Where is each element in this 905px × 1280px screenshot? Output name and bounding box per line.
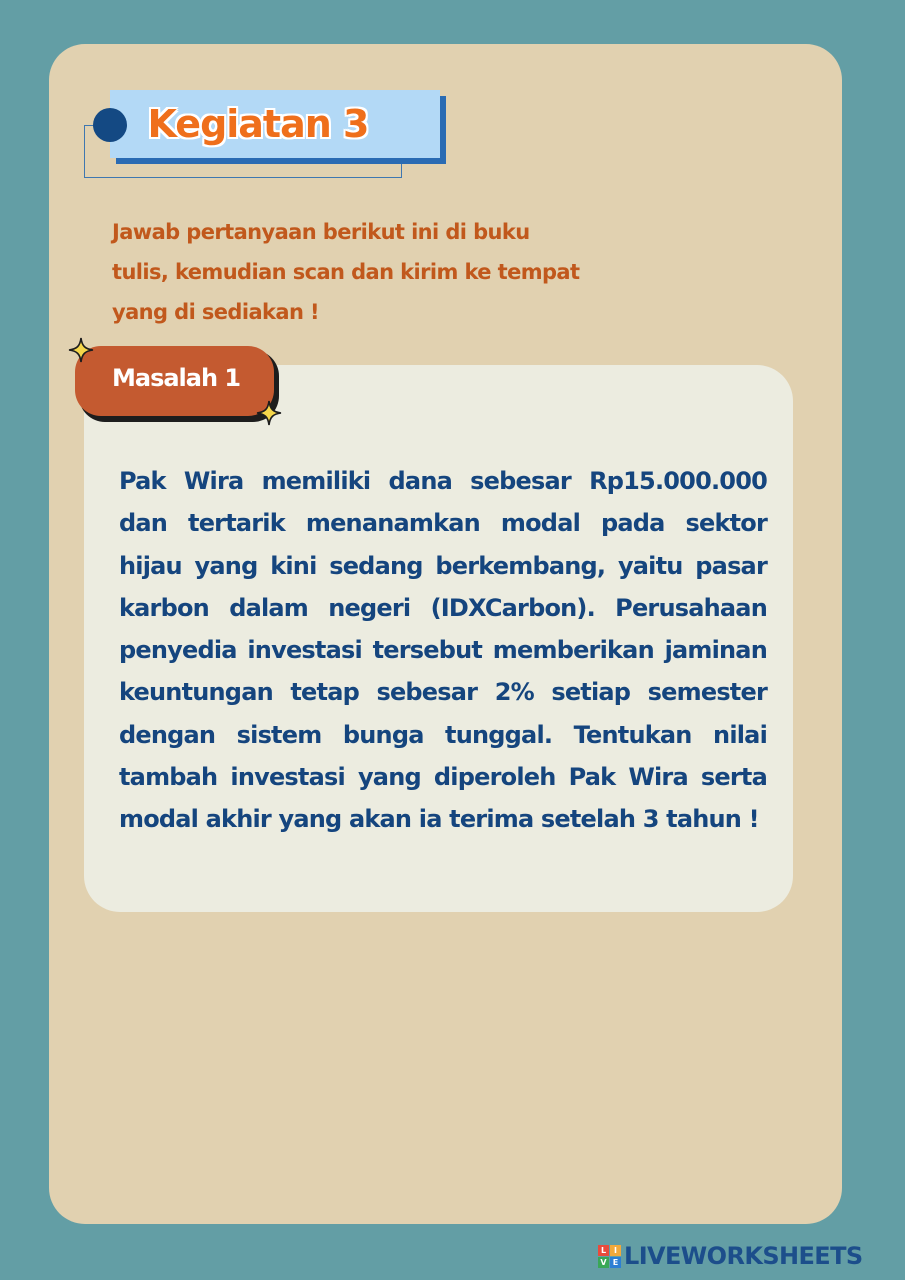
problem-tag xyxy=(75,346,274,416)
logo-letter: E xyxy=(610,1257,621,1268)
problem-line: hijau yang kini sedang berkembang, yaitu pasar xyxy=(119,551,767,580)
problem-line: dan tertarik menanamkan modal pada sektor xyxy=(119,509,767,538)
circle-dot-icon xyxy=(93,108,127,142)
liveworksheets-logo-icon xyxy=(598,1245,621,1268)
liveworksheets-watermark xyxy=(598,1240,863,1272)
logo-letter: V xyxy=(598,1257,609,1268)
problem-line: penyedia investasi tersebut memberikan jaminan xyxy=(119,636,767,665)
problem-line: Pak Wira memiliki dana sebesar Rp15.000.000 xyxy=(119,467,767,495)
activity-title: Kegiatan 3 xyxy=(147,102,369,146)
instruction-line: Jawab pertanyaan berikut ini di buku xyxy=(112,220,530,244)
problem-line: dengan sistem bunga tunggal. Tentukan nilai xyxy=(119,720,767,749)
problem-tag-label: Masalah 1 xyxy=(112,364,241,392)
problem-line: modal akhir yang akan ia terima setelah 3 tahun ! xyxy=(119,805,759,834)
sparkle-icon xyxy=(256,400,282,426)
watermark-text: LIVEWORKSHEETS xyxy=(624,1242,863,1270)
instruction-line: tulis, kemudian scan dan kirim ke tempat xyxy=(112,260,580,284)
problem-line: keuntungan tetap sebesar 2% setiap semester xyxy=(119,678,767,707)
problem-statement xyxy=(119,460,767,841)
logo-letter: L xyxy=(598,1245,609,1256)
problem-line: karbon dalam negeri (IDXCarbon). Perusahaan xyxy=(119,593,767,622)
title-box xyxy=(110,90,440,158)
logo-letter: I xyxy=(610,1245,621,1256)
instruction-line: yang di sediakan ! xyxy=(112,300,320,324)
sparkle-icon xyxy=(68,337,94,363)
instruction-text xyxy=(112,212,612,332)
problem-line: tambah investasi yang diperoleh Pak Wira serta xyxy=(119,763,767,792)
